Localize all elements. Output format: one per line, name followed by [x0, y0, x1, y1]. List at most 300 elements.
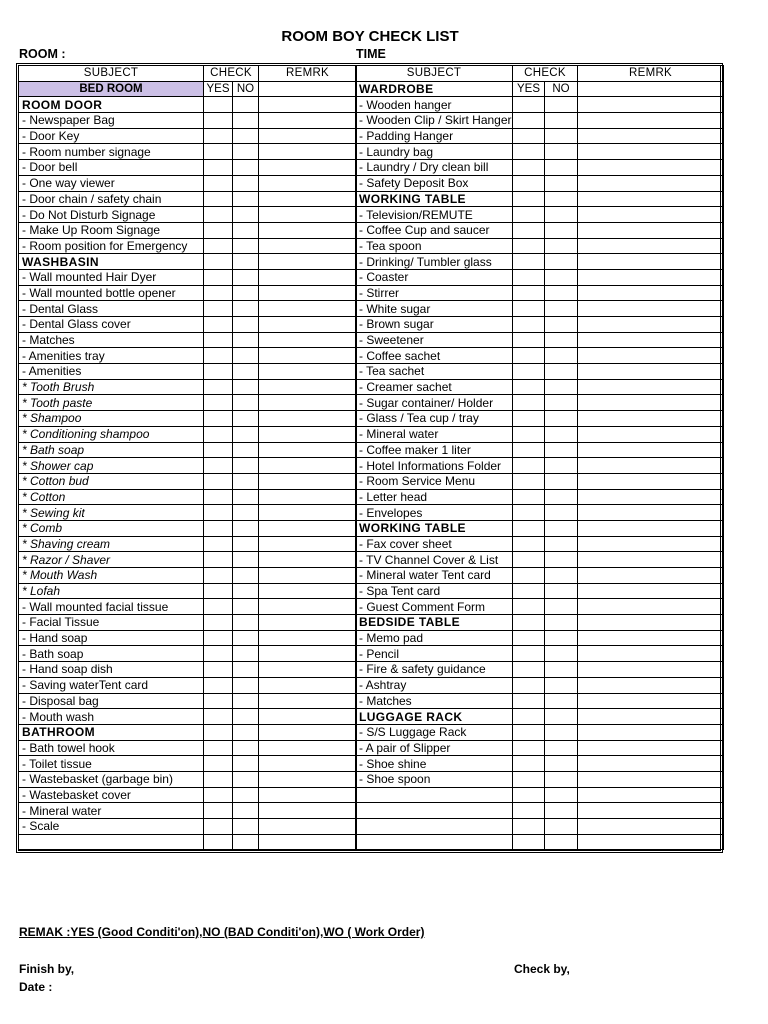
remark-cell[interactable] [259, 662, 357, 678]
no-checkbox-cell[interactable] [545, 819, 578, 835]
remark-cell[interactable] [259, 834, 357, 850]
yes-checkbox-cell[interactable] [204, 442, 233, 458]
remark-cell[interactable] [578, 191, 724, 207]
remark-cell[interactable] [578, 583, 724, 599]
yes-checkbox-cell[interactable] [513, 771, 545, 787]
yes-checkbox-cell[interactable] [204, 568, 233, 584]
yes-checkbox-cell[interactable] [513, 756, 545, 772]
yes-checkbox-cell[interactable] [204, 191, 233, 207]
no-checkbox-cell[interactable] [545, 364, 578, 380]
yes-checkbox-cell[interactable] [513, 615, 545, 631]
remark-cell[interactable] [259, 128, 357, 144]
remark-cell[interactable] [259, 411, 357, 427]
remark-cell[interactable] [578, 144, 724, 160]
item-label: - Guest Comment Form [356, 599, 513, 615]
no-checkbox-cell[interactable] [545, 411, 578, 427]
no-checkbox-cell[interactable] [233, 583, 259, 599]
yes-checkbox-cell[interactable] [513, 160, 545, 176]
remark-cell[interactable] [578, 771, 724, 787]
yes-checkbox-cell[interactable] [513, 128, 545, 144]
yes-checkbox-cell[interactable] [204, 520, 233, 536]
no-checkbox-cell[interactable] [233, 709, 259, 725]
yes-checkbox-cell[interactable] [513, 458, 545, 474]
yes-checkbox-cell[interactable] [513, 568, 545, 584]
remark-cell[interactable] [578, 222, 724, 238]
no-checkbox-cell[interactable] [233, 442, 259, 458]
remark-cell[interactable] [259, 144, 357, 160]
yes-checkbox-cell[interactable] [513, 787, 545, 803]
yes-checkbox-cell[interactable] [204, 254, 233, 270]
yes-checkbox-cell[interactable] [204, 505, 233, 521]
remark-cell[interactable] [259, 379, 357, 395]
table-row [19, 411, 357, 427]
no-checkbox-cell[interactable] [233, 160, 259, 176]
yes-checkbox-cell[interactable] [513, 646, 545, 662]
yes-checkbox-cell[interactable] [513, 505, 545, 521]
remark-cell[interactable] [259, 395, 357, 411]
yes-checkbox-cell[interactable] [204, 97, 233, 113]
remark-cell[interactable] [259, 756, 357, 772]
no-checkbox-cell[interactable] [545, 756, 578, 772]
yes-checkbox-cell[interactable] [513, 254, 545, 270]
yes-checkbox-cell[interactable] [204, 599, 233, 615]
no-checkbox-cell[interactable] [233, 191, 259, 207]
remark-cell[interactable] [578, 568, 724, 584]
yes-checkbox-cell[interactable] [513, 301, 545, 317]
yes-checkbox-cell[interactable] [513, 803, 545, 819]
remark-cell[interactable] [578, 489, 724, 505]
remark-cell[interactable] [578, 238, 724, 254]
no-checkbox-cell[interactable] [545, 191, 578, 207]
no-checkbox-cell[interactable] [233, 473, 259, 489]
remark-cell[interactable] [578, 834, 724, 850]
no-checkbox-cell[interactable] [545, 552, 578, 568]
no-checkbox-cell[interactable] [233, 269, 259, 285]
no-checkbox-cell[interactable] [233, 426, 259, 442]
no-checkbox-cell[interactable] [545, 520, 578, 536]
item-label: - Wooden Clip / Skirt Hanger [356, 113, 513, 129]
remark-cell[interactable] [259, 348, 357, 364]
item-label: * Cotton [19, 489, 204, 505]
no-checkbox-cell[interactable] [233, 646, 259, 662]
yes-checkbox-cell[interactable] [513, 709, 545, 725]
remark-cell[interactable] [578, 411, 724, 427]
no-checkbox-cell[interactable] [545, 630, 578, 646]
no-checkbox-cell[interactable] [545, 395, 578, 411]
no-checkbox-cell[interactable] [233, 771, 259, 787]
no-checkbox-cell[interactable] [233, 254, 259, 270]
remark-cell[interactable] [259, 191, 357, 207]
yes-checkbox-cell[interactable] [204, 709, 233, 725]
yes-checkbox-cell[interactable] [204, 348, 233, 364]
yes-checkbox-cell[interactable] [204, 646, 233, 662]
no-checkbox-cell[interactable] [545, 505, 578, 521]
yes-checkbox-cell[interactable] [513, 207, 545, 223]
no-checkbox-cell[interactable] [233, 615, 259, 631]
remark-cell[interactable] [578, 128, 724, 144]
yes-checkbox-cell[interactable] [513, 175, 545, 191]
no-checkbox-cell[interactable] [233, 505, 259, 521]
no-checkbox-cell[interactable] [233, 787, 259, 803]
yes-checkbox-cell[interactable] [513, 599, 545, 615]
remark-cell[interactable] [578, 458, 724, 474]
remark-cell[interactable] [259, 489, 357, 505]
remark-cell[interactable] [578, 552, 724, 568]
no-checkbox-cell[interactable] [545, 426, 578, 442]
remark-cell[interactable] [578, 709, 724, 725]
yes-checkbox-cell[interactable] [204, 787, 233, 803]
remark-cell[interactable] [259, 646, 357, 662]
no-checkbox-cell[interactable] [545, 175, 578, 191]
no-checkbox-cell[interactable] [233, 348, 259, 364]
no-checkbox-cell[interactable] [233, 662, 259, 678]
yes-checkbox-cell[interactable] [513, 364, 545, 380]
no-checkbox-cell[interactable] [233, 97, 259, 113]
no-checkbox-cell[interactable] [233, 395, 259, 411]
remark-cell[interactable] [578, 756, 724, 772]
yes-checkbox-cell[interactable] [204, 395, 233, 411]
yes-checkbox-cell[interactable] [513, 379, 545, 395]
no-checkbox-cell[interactable] [545, 128, 578, 144]
no-checkbox-cell[interactable] [233, 552, 259, 568]
no-checkbox-cell[interactable] [233, 222, 259, 238]
no-checkbox-cell[interactable] [545, 144, 578, 160]
yes-checkbox-cell[interactable] [204, 756, 233, 772]
no-checkbox-cell[interactable] [233, 803, 259, 819]
yes-checkbox-cell[interactable] [204, 693, 233, 709]
no-checkbox-cell[interactable] [233, 113, 259, 129]
remark-cell[interactable] [578, 285, 724, 301]
yes-checkbox-cell[interactable] [513, 426, 545, 442]
yes-checkbox-cell[interactable] [204, 222, 233, 238]
no-checkbox-cell[interactable] [233, 536, 259, 552]
yes-checkbox-cell[interactable] [204, 238, 233, 254]
no-checkbox-cell[interactable] [545, 97, 578, 113]
remark-cell[interactable] [578, 160, 724, 176]
remark-cell[interactable] [578, 615, 724, 631]
yes-checkbox-cell[interactable] [204, 662, 233, 678]
no-checkbox-cell[interactable] [545, 442, 578, 458]
remark-cell[interactable] [578, 254, 724, 270]
remark-cell[interactable] [578, 364, 724, 380]
remark-cell[interactable] [578, 740, 724, 756]
yes-checkbox-cell[interactable] [513, 144, 545, 160]
yes-checkbox-cell[interactable] [204, 803, 233, 819]
yes-checkbox-cell[interactable] [513, 740, 545, 756]
yes-checkbox-cell[interactable] [513, 520, 545, 536]
yes-checkbox-cell[interactable] [204, 552, 233, 568]
yes-checkbox-cell[interactable] [204, 317, 233, 333]
remark-cell[interactable] [259, 520, 357, 536]
yes-checkbox-cell[interactable] [513, 724, 545, 740]
no-checkbox-cell[interactable] [545, 677, 578, 693]
no-checkbox-cell[interactable] [233, 128, 259, 144]
yes-checkbox-cell[interactable] [204, 819, 233, 835]
no-checkbox-cell[interactable] [545, 583, 578, 599]
remark-cell[interactable] [259, 285, 357, 301]
yes-checkbox-cell[interactable] [513, 583, 545, 599]
no-checkbox-cell[interactable] [545, 160, 578, 176]
no-checkbox-cell[interactable] [545, 238, 578, 254]
yes-checkbox-cell[interactable] [204, 834, 233, 850]
no-checkbox-cell[interactable] [545, 254, 578, 270]
yes-checkbox-cell[interactable] [513, 317, 545, 333]
no-checkbox-cell[interactable] [233, 411, 259, 427]
yes-checkbox-cell[interactable] [204, 740, 233, 756]
no-checkbox-cell[interactable] [233, 693, 259, 709]
yes-checkbox-cell[interactable] [204, 160, 233, 176]
remark-cell[interactable] [578, 803, 724, 819]
no-checkbox-cell[interactable] [545, 536, 578, 552]
remark-cell[interactable] [578, 473, 724, 489]
yes-checkbox-cell[interactable] [513, 222, 545, 238]
yes-checkbox-cell[interactable] [513, 536, 545, 552]
remark-cell[interactable] [259, 458, 357, 474]
yes-checkbox-cell[interactable] [513, 238, 545, 254]
no-checkbox-cell[interactable] [545, 113, 578, 129]
yes-checkbox-cell[interactable] [204, 411, 233, 427]
remark-cell[interactable] [259, 803, 357, 819]
no-checkbox-cell[interactable] [545, 568, 578, 584]
no-checkbox-cell[interactable] [545, 615, 578, 631]
no-checkbox-cell[interactable] [233, 364, 259, 380]
no-checkbox-cell[interactable] [545, 222, 578, 238]
no-checkbox-cell[interactable] [545, 803, 578, 819]
yes-checkbox-cell[interactable] [204, 285, 233, 301]
remark-cell[interactable] [259, 505, 357, 521]
remark-cell[interactable] [259, 724, 357, 740]
yes-checkbox-cell[interactable] [513, 97, 545, 113]
yes-checkbox-cell[interactable] [513, 693, 545, 709]
remark-cell[interactable] [578, 97, 724, 113]
remark-cell[interactable] [578, 677, 724, 693]
remark-cell[interactable] [259, 599, 357, 615]
remark-legend: REMAK :YES (Good Conditi'on),NO (BAD Conditi'on),WO ( Work Order) [19, 925, 425, 939]
no-checkbox-cell[interactable] [233, 285, 259, 301]
no-checkbox-cell[interactable] [233, 175, 259, 191]
no-checkbox-cell[interactable] [233, 740, 259, 756]
remark-cell[interactable] [259, 583, 357, 599]
no-checkbox-cell[interactable] [545, 317, 578, 333]
remark-cell[interactable] [259, 771, 357, 787]
remark-cell[interactable] [259, 113, 357, 129]
yes-checkbox-cell[interactable] [513, 834, 545, 850]
no-checkbox-cell[interactable] [545, 285, 578, 301]
no-checkbox-cell[interactable] [545, 379, 578, 395]
remark-cell[interactable] [259, 693, 357, 709]
no-checkbox-cell[interactable] [545, 473, 578, 489]
remark-cell[interactable] [578, 395, 724, 411]
remark-cell[interactable] [259, 442, 357, 458]
no-checkbox-cell[interactable] [233, 489, 259, 505]
remark-cell[interactable] [578, 317, 724, 333]
yes-checkbox-cell[interactable] [204, 615, 233, 631]
remark-cell[interactable] [259, 536, 357, 552]
remark-cell[interactable] [259, 615, 357, 631]
yes-checkbox-cell[interactable] [513, 332, 545, 348]
yes-checkbox-cell[interactable] [513, 662, 545, 678]
no-checkbox-cell[interactable] [233, 301, 259, 317]
yes-checkbox-cell[interactable] [513, 285, 545, 301]
remark-cell[interactable] [578, 520, 724, 536]
yes-checkbox-cell[interactable] [204, 301, 233, 317]
remark-cell[interactable] [578, 332, 724, 348]
yes-checkbox-cell[interactable] [513, 630, 545, 646]
yes-checkbox-cell[interactable] [204, 677, 233, 693]
yes-checkbox-cell[interactable] [204, 458, 233, 474]
yes-checkbox-cell[interactable] [204, 379, 233, 395]
remark-cell[interactable] [259, 709, 357, 725]
remark-cell[interactable] [259, 301, 357, 317]
remark-cell[interactable] [259, 207, 357, 223]
remark-cell[interactable] [259, 364, 357, 380]
remark-cell[interactable] [578, 301, 724, 317]
no-checkbox-cell[interactable] [233, 238, 259, 254]
no-checkbox-cell[interactable] [545, 489, 578, 505]
no-checkbox-cell[interactable] [233, 630, 259, 646]
no-checkbox-cell[interactable] [233, 207, 259, 223]
no-checkbox-cell[interactable] [545, 599, 578, 615]
remark-cell[interactable] [259, 552, 357, 568]
yes-checkbox-cell[interactable] [513, 269, 545, 285]
yes-checkbox-cell[interactable] [204, 207, 233, 223]
no-checkbox-cell[interactable] [545, 207, 578, 223]
yes-checkbox-cell[interactable] [204, 113, 233, 129]
yes-checkbox-cell[interactable] [513, 552, 545, 568]
remark-cell[interactable] [578, 787, 724, 803]
remark-cell[interactable] [578, 646, 724, 662]
remark-cell[interactable] [259, 819, 357, 835]
yes-checkbox-cell[interactable] [204, 489, 233, 505]
remark-cell[interactable] [578, 819, 724, 835]
yes-checkbox-cell[interactable] [513, 677, 545, 693]
remark-cell[interactable] [259, 97, 357, 113]
no-checkbox-cell[interactable] [545, 693, 578, 709]
remark-cell[interactable] [578, 269, 724, 285]
yes-checkbox-cell[interactable] [204, 332, 233, 348]
yes-checkbox-cell[interactable] [204, 364, 233, 380]
no-checkbox-cell[interactable] [233, 724, 259, 740]
no-checkbox-cell[interactable] [233, 332, 259, 348]
no-checkbox-cell[interactable] [233, 317, 259, 333]
no-checkbox-cell[interactable] [545, 662, 578, 678]
yes-checkbox-cell[interactable] [513, 442, 545, 458]
yes-checkbox-cell[interactable] [513, 113, 545, 129]
no-checkbox-cell[interactable] [545, 709, 578, 725]
remark-cell[interactable] [578, 724, 724, 740]
remark-cell[interactable] [578, 442, 724, 458]
no-checkbox-cell[interactable] [545, 787, 578, 803]
no-checkbox-cell[interactable] [545, 771, 578, 787]
no-checkbox-cell[interactable] [545, 740, 578, 756]
no-checkbox-cell[interactable] [233, 568, 259, 584]
yes-checkbox-cell[interactable] [513, 395, 545, 411]
no-checkbox-cell[interactable] [233, 458, 259, 474]
remark-cell[interactable] [259, 630, 357, 646]
no-checkbox-cell[interactable] [545, 458, 578, 474]
remark-cell[interactable] [578, 207, 724, 223]
remark-cell[interactable] [259, 332, 357, 348]
no-checkbox-cell[interactable] [545, 724, 578, 740]
yes-checkbox-cell[interactable] [204, 771, 233, 787]
yes-checkbox-cell[interactable] [204, 175, 233, 191]
no-checkbox-cell[interactable] [545, 834, 578, 850]
remark-cell[interactable] [259, 222, 357, 238]
yes-checkbox-cell[interactable] [513, 191, 545, 207]
remark-cell[interactable] [578, 536, 724, 552]
no-checkbox-cell[interactable] [233, 834, 259, 850]
table-row [19, 536, 357, 552]
item-label: - Bath soap [19, 646, 204, 662]
remark-cell[interactable] [578, 630, 724, 646]
no-checkbox-cell[interactable] [233, 599, 259, 615]
remark-cell[interactable] [578, 599, 724, 615]
remark-cell[interactable] [259, 269, 357, 285]
remark-cell[interactable] [578, 81, 724, 97]
remark-cell[interactable] [259, 426, 357, 442]
remark-cell[interactable] [578, 113, 724, 129]
remark-cell[interactable] [578, 175, 724, 191]
no-checkbox-cell[interactable] [545, 348, 578, 364]
yes-checkbox-cell[interactable] [513, 348, 545, 364]
yes-checkbox-cell[interactable] [204, 144, 233, 160]
remark-cell[interactable] [259, 677, 357, 693]
no-checkbox-cell[interactable] [545, 332, 578, 348]
no-checkbox-cell[interactable] [233, 677, 259, 693]
no-checkbox-cell[interactable] [233, 819, 259, 835]
remark-cell[interactable] [259, 787, 357, 803]
remark-cell[interactable] [259, 160, 357, 176]
remark-cell[interactable] [259, 175, 357, 191]
no-checkbox-cell[interactable] [233, 520, 259, 536]
remark-cell[interactable] [578, 693, 724, 709]
remark-cell[interactable] [578, 379, 724, 395]
remark-cell[interactable] [259, 238, 357, 254]
remark-cell[interactable] [578, 348, 724, 364]
no-checkbox-cell[interactable] [233, 379, 259, 395]
item-label: - Laundry bag [356, 144, 513, 160]
no-checkbox-cell[interactable] [233, 144, 259, 160]
remark-cell[interactable] [578, 505, 724, 521]
item-label: - Dental Glass cover [19, 317, 204, 333]
yes-checkbox-cell[interactable] [204, 583, 233, 599]
no-header: NO [233, 81, 259, 97]
yes-checkbox-cell[interactable] [204, 473, 233, 489]
remark-cell[interactable] [259, 81, 357, 97]
no-checkbox-cell[interactable] [545, 646, 578, 662]
yes-checkbox-cell[interactable] [513, 489, 545, 505]
yes-checkbox-cell[interactable] [204, 426, 233, 442]
yes-checkbox-cell[interactable] [204, 128, 233, 144]
remark-cell[interactable] [578, 426, 724, 442]
remark-cell[interactable] [259, 740, 357, 756]
no-checkbox-cell[interactable] [233, 756, 259, 772]
remark-cell[interactable] [259, 317, 357, 333]
yes-checkbox-cell[interactable] [513, 411, 545, 427]
remark-cell[interactable] [259, 568, 357, 584]
yes-checkbox-cell[interactable] [204, 269, 233, 285]
remark-cell[interactable] [259, 473, 357, 489]
remark-cell[interactable] [259, 254, 357, 270]
no-checkbox-cell[interactable] [545, 301, 578, 317]
no-checkbox-cell[interactable] [545, 269, 578, 285]
yes-checkbox-cell[interactable] [204, 724, 233, 740]
yes-checkbox-cell[interactable] [204, 630, 233, 646]
yes-checkbox-cell[interactable] [513, 473, 545, 489]
remark-cell[interactable] [578, 662, 724, 678]
yes-checkbox-cell[interactable] [204, 536, 233, 552]
yes-checkbox-cell[interactable] [513, 819, 545, 835]
